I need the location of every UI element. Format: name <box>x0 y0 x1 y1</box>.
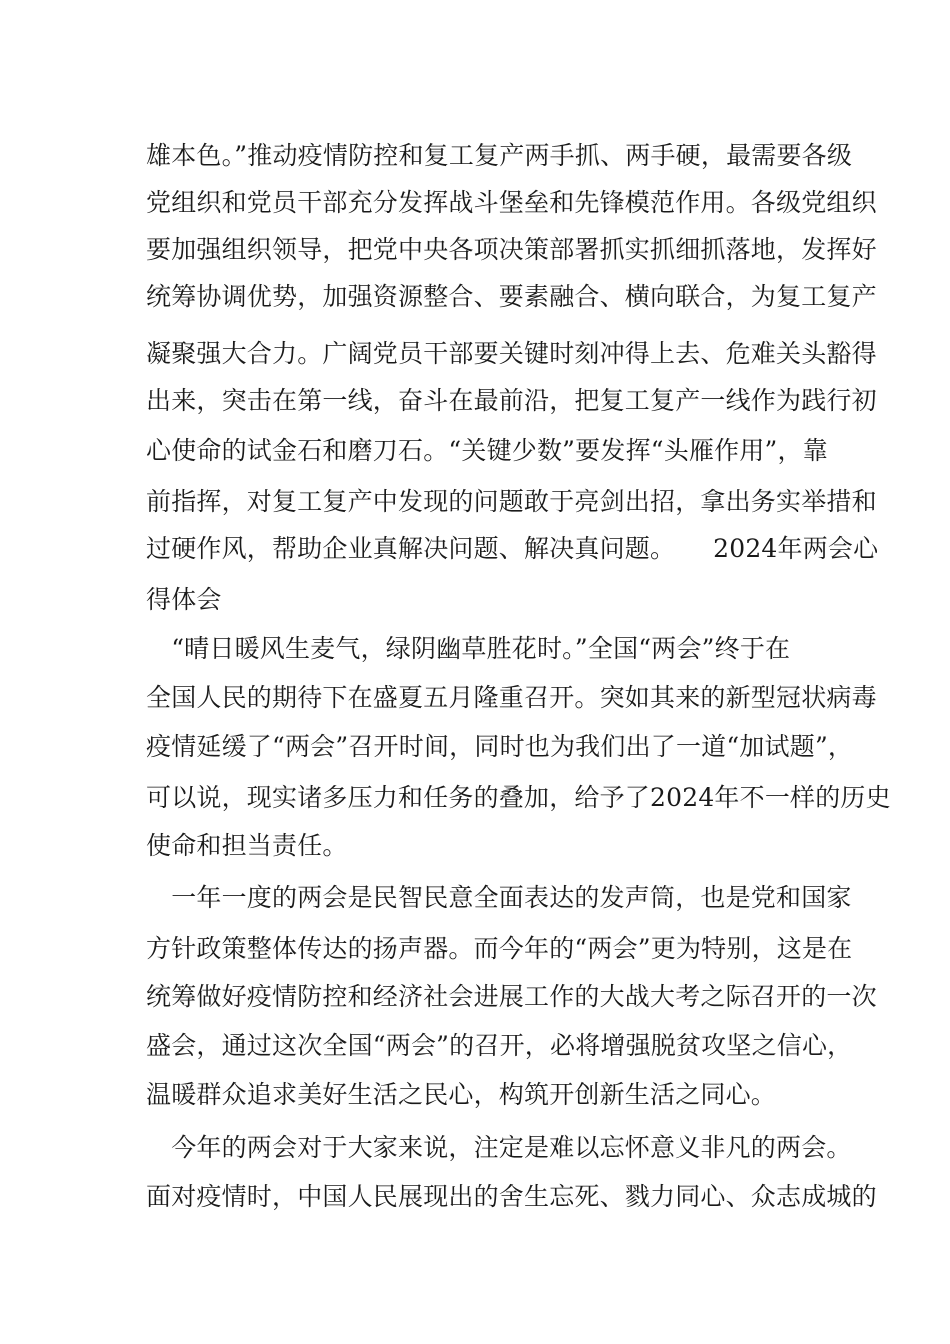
text-line: 方针政策整体传达的扬声器。而今年的“两会”更为特别，这是在 <box>146 934 853 963</box>
text-line: 党组织和党员干部充分发挥战斗堡垒和先锋模范作用。各级党组织 <box>146 188 877 217</box>
text-line: 统筹协调优势，加强资源整合、要素融合、横向联合，为复工复产 <box>146 282 877 311</box>
text-line: 前指挥，对复工复产中发现的问题敢于亮剑出招，拿出务实举措和 <box>146 487 877 516</box>
text-line: 温暖群众追求美好生活之民心，构筑开创新生活之同心。 <box>146 1080 777 1109</box>
text-line: 盛会，通过这次全国“两会”的召开，必将增强脱贫攻坚之信心， <box>146 1031 853 1060</box>
text-line: 要加强组织领导，把党中央各项决策部署抓实抓细抓落地，发挥好 <box>146 235 877 264</box>
paragraph-start: 一年一度的两会是民智民意全面表达的发声筒，也是党和国家 <box>146 883 852 912</box>
text-line: 得体会 <box>146 585 222 614</box>
text-line: 可以说，现实诸多压力和任务的叠加，给予了2024年不一样的历史 <box>146 783 891 812</box>
text-line: 全国人民的期待下在盛夏五月隆重召开。突如其来的新型冠状病毒 <box>146 683 877 712</box>
text-line: 疫情延缓了“两会”召开时间，同时也为我们出了一道“加试题”， <box>146 732 854 761</box>
text-line: 出来，突击在第一线，奋斗在最前沿，把复工复产一线作为践行初 <box>146 386 877 415</box>
text-line: 使命和担当责任。 <box>146 831 348 860</box>
text-line: 过硬作风，帮助企业真解决问题、解决真问题。 2024年两会心 <box>146 534 879 563</box>
text-line: 雄本色。”推动疫情防控和复工复产两手抓、两手硬，最需要各级 <box>146 141 853 170</box>
text-line: 统筹做好疫情防控和经济社会进展工作的大战大考之际召开的一次 <box>146 982 877 1011</box>
paragraph-start: “晴日暖风生麦气，绿阴幽草胜花时。”全国“两会”终于在 <box>146 634 791 663</box>
text-line: 面对疫情时，中国人民展现出的舍生忘死、戮力同心、众志成城的 <box>146 1182 877 1211</box>
text-line: 凝聚强大合力。广阔党员干部要关键时刻冲得上去、危难关头豁得 <box>146 339 877 368</box>
paragraph-start: 今年的两会对于大家来说，注定是难以忘怀意义非凡的两会。 <box>146 1133 852 1162</box>
text-line: 心使命的试金石和磨刀石。“关键少数”要发挥“头雁作用”，靠 <box>146 436 828 465</box>
